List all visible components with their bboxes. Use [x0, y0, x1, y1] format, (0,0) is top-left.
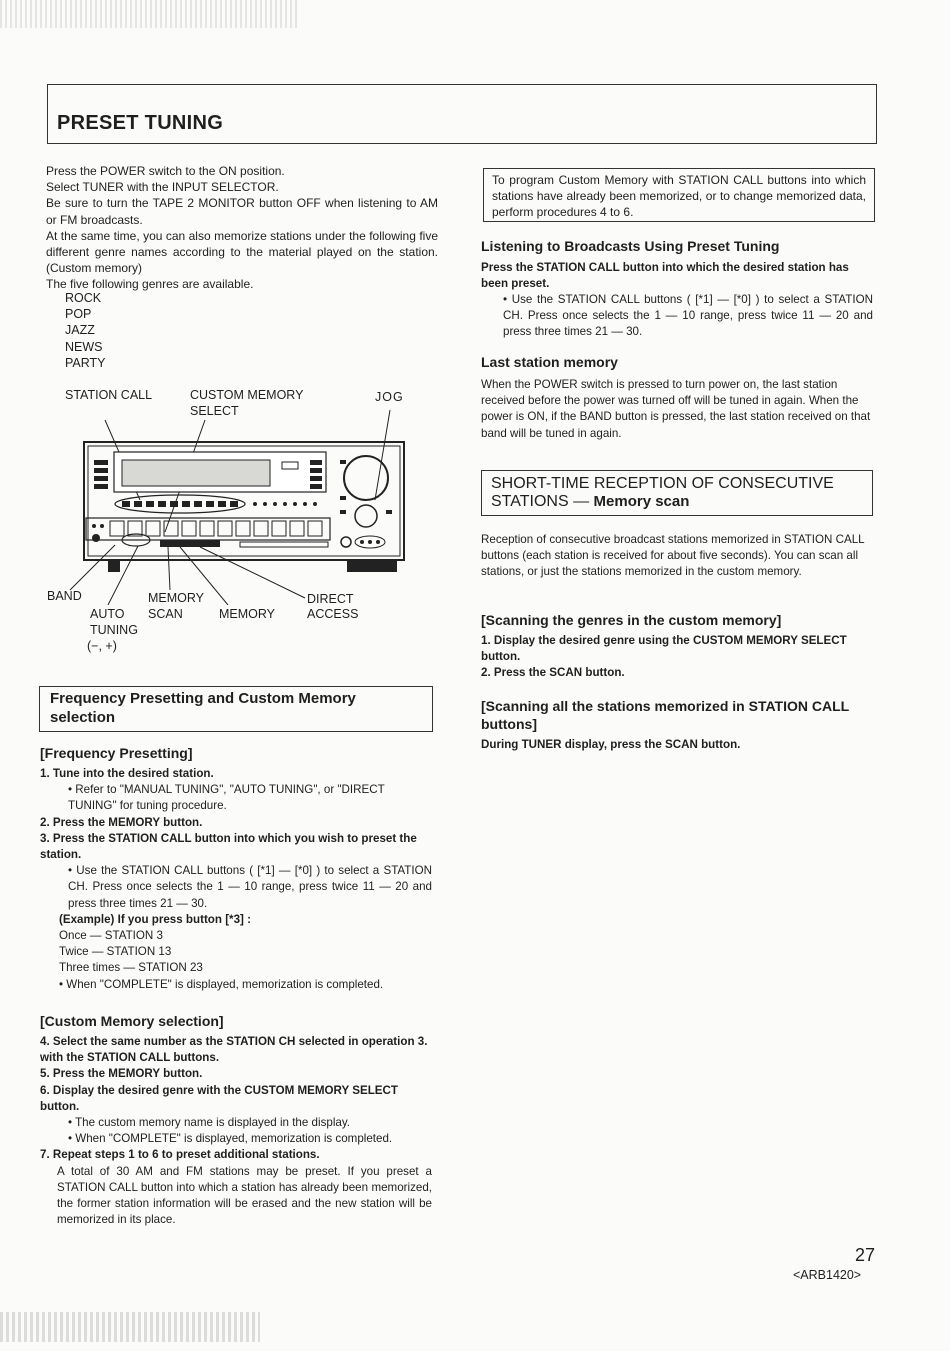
scan-artifact-bottom — [0, 1312, 260, 1342]
receiver-diagram — [60, 400, 420, 605]
label-tuning-sign: (−, +) — [87, 639, 117, 653]
step-1-note: • Refer to "MANUAL TUNING", "AUTO TUNING", or "DIRECT TUNING" for tuning procedure. — [68, 783, 385, 813]
scan-genres-step-2: 2. Press the SCAN button. — [481, 666, 625, 679]
step-6-note-b: • When "COMPLETE" is displayed, memorization is completed. — [68, 1132, 393, 1146]
label-scan: SCAN — [148, 607, 183, 621]
label-memory-scan: MEMORY — [148, 591, 205, 605]
label-station-call: STATION CALL — [65, 388, 153, 402]
leader-auto-tuning — [108, 546, 138, 605]
step-6-note-a: • The custom memory name is displayed in the display. — [68, 1116, 351, 1130]
custom-memory-heading: [Custom Memory selection] — [40, 1013, 224, 1029]
leader-memory-scan — [168, 547, 170, 590]
listen-instruction: Press the STATION CALL button into which the desired station has been preset. — [481, 261, 849, 291]
scan-all-text: During TUNER display, press the SCAN button. — [481, 738, 741, 751]
last-station-heading: Last station memory — [481, 354, 618, 370]
example-line: (Example) If you press button [*3] : — [59, 912, 251, 926]
label-tuning: TUNING — [90, 623, 138, 637]
step-4: 4. Select the same number as the STATION CH selected in operation 3. with the STATION CALL buttons. — [40, 1035, 428, 1065]
step-3: 3. Press the STATION CALL button into which you wish to preset the station. — [40, 831, 417, 862]
genre-item: NEWS — [65, 339, 103, 354]
scan-genres-step-1: 1. Display the desired genre using the CUSTOM MEMORY SELECT button. — [481, 634, 847, 664]
genre-item: PARTY — [65, 355, 106, 370]
freq-steps — [40, 766, 432, 993]
intro-text — [46, 163, 438, 293]
label-custom-memory: CUSTOM MEMORY — [190, 388, 304, 402]
freq-presetting-heading: [Frequency Presetting] — [40, 745, 193, 761]
complete-note: • When "COMPLETE" is displayed, memorization is completed. — [59, 977, 384, 991]
memory-scan-heading-2b: Memory scan — [593, 493, 690, 510]
memory-scan-text: Reception of consecutive broadcast stations memorized in STATION CALL buttons (each station is received for about five seconds). You can scan all stations, or just the stations memorized in the custom memory. — [481, 533, 865, 579]
step-7: 7. Repeat steps 1 to 6 to preset additional stations. — [40, 1148, 320, 1162]
scan-genres-heading: [Scanning the genres in the custom memory] — [481, 612, 782, 628]
display-window — [122, 460, 270, 486]
memory-scan-heading-2a: STATIONS — — [491, 493, 590, 510]
page-title: PRESET TUNING — [57, 112, 224, 134]
page-number: 27 — [855, 1245, 876, 1265]
last-station-text: When the POWER switch is pressed to turn power on, the last station received before the power was turned off will be tuned in again. When the power is ON, if the BAND button is pressed, the last station received on that band will be tuned in again. — [481, 378, 871, 440]
intro-line-1: Press the POWER switch to the ON position. — [46, 164, 285, 178]
intro-line-5: The five following genres are available. — [46, 277, 254, 292]
step-7-text: A total of 30 AM and FM stations may be preset. If you preset a STATION CALL button into which a station has already been memorized, the former station information will be erased and the new station will be memorized in its place. — [57, 1164, 432, 1227]
scan-artifact-top — [0, 0, 300, 28]
leader-jog — [375, 410, 390, 500]
listen-heading: Listening to Broadcasts Using Preset Tuning — [481, 238, 780, 254]
genre-item: JAZZ — [65, 323, 95, 338]
custom-memory-note: To program Custom Memory with STATION CALL buttons into which stations have already been memorized, or to change memorized data, perform procedures 4 to 6. — [483, 168, 875, 222]
genre-item: ROCK — [65, 291, 102, 305]
step-3-note: • Use the STATION CALL buttons ( [*1] — [*0] ) to select a STATION CH. Press once selects the 1 — 10 range, press twice 11 — 20 and press three times 21 — 30. — [68, 864, 432, 910]
memory-scan-heading-2 — [491, 493, 689, 511]
step-5: 5. Press the MEMORY button. — [40, 1067, 203, 1081]
document-code: <ARB1420> — [793, 1268, 862, 1282]
label-band: BAND — [47, 589, 82, 603]
label-auto: AUTO — [90, 607, 125, 621]
genre-item: POP — [65, 307, 92, 322]
step-1: 1. Tune into the desired station. — [40, 767, 214, 780]
example-once: Once — STATION 3 — [59, 929, 163, 943]
label-direct: DIRECT — [307, 592, 354, 606]
listen-bullet: • Use the STATION CALL buttons ( [*1] — [*0] ) to select a STATION CH. Press once selects the 1 — 10 range, press twice 11 — 20 and press three times 21 — 30. — [503, 293, 873, 339]
jog-dial — [344, 456, 388, 500]
custom-steps — [40, 1034, 432, 1228]
label-access: ACCESS — [307, 607, 359, 621]
label-select: SELECT — [190, 404, 239, 418]
label-memory: MEMORY — [219, 607, 276, 621]
memory-scan-heading-1: SHORT-TIME RECEPTION OF CONSECUTIVE — [491, 475, 834, 492]
label-jog: JOG — [375, 390, 404, 404]
step-2: 2. Press the MEMORY button. — [40, 815, 203, 829]
example-thrice: Three times — STATION 23 — [59, 961, 203, 975]
scan-all-heading: [Scanning all the stations memorized in STATION CALL buttons] — [481, 698, 849, 732]
freq-heading-line1: Frequency Presetting and Custom Memory — [50, 690, 356, 707]
intro-line-2: Select TUNER with the INPUT SELECTOR. — [46, 180, 279, 195]
volume-knob — [355, 505, 377, 527]
intro-line-4: At the same time, you can also memorize stations under the following five different genre names according to the material played on the station. (Custom memory) — [46, 228, 438, 276]
example-twice: Twice — STATION 13 — [59, 945, 172, 959]
genre-list — [65, 290, 106, 371]
intro-line-3: Be sure to turn the TAPE 2 MONITOR button OFF when listening to AM or FM broadcasts. — [46, 196, 438, 227]
freq-heading-line2: selection — [50, 709, 116, 726]
step-6: 6. Display the desired genre with the CUSTOM MEMORY SELECT button. — [40, 1083, 398, 1113]
